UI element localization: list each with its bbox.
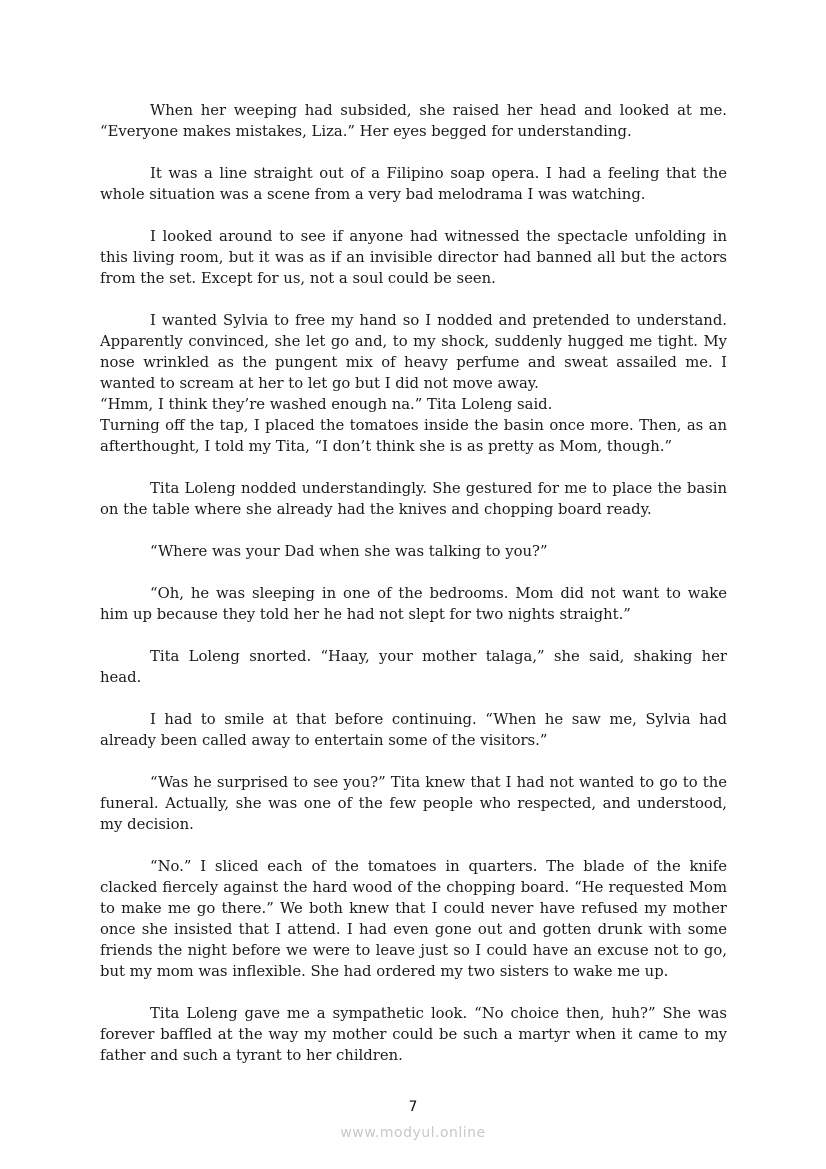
page-body	[100, 100, 727, 1087]
watermark: www.modyul.online	[340, 1125, 486, 1141]
page-number: 7	[408, 1099, 418, 1115]
paragraph: I had to smile at that before continuing. “When he saw me, Sylvia had already been called away to entertain some of the visitors.”	[100, 711, 727, 749]
paragraph: “Where was your Dad when she was talking to you?”	[150, 543, 548, 560]
paragraph: I wanted Sylvia to free my hand so I nodded and pretended to understand. Apparently convinced, she let go and, to my shock, suddenly hugged me tight. My nose wrinkled as the pungent mix of heavy perfume and sweat assailed me. I wanted to scream at her to let go but I did not move away.	[100, 312, 727, 392]
paragraph: “Oh, he was sleeping in one of the bedrooms. Mom did not want to wake him up because they told her he had not slept for two nights straight.”	[100, 585, 727, 623]
paragraph: Tita Loleng snorted. “Haay, your mother talaga,” she said, shaking her head.	[100, 648, 727, 686]
paragraph: Tita Loleng gave me a sympathetic look. “No choice then, huh?” She was forever baffled at the way my mother could be such a martyr when it came to my father and such a tyrant to her children.	[100, 1005, 727, 1064]
dialogue-line: “Hmm, I think they’re washed enough na.” Tita Loleng said.	[100, 396, 553, 413]
paragraph: Tita Loleng nodded understandingly. She gestured for me to place the basin on the table where she already had the knives and chopping board ready.	[100, 480, 727, 518]
paragraph: I looked around to see if anyone had witnessed the spectacle unfolding in this living room, but it was as if an invisible director had banned all but the actors from the set. Except for us, not a soul could be seen.	[100, 228, 727, 287]
paragraph: “Was he surprised to see you?” Tita knew that I had not wanted to go to the funeral. Actually, she was one of the few people who respected, and understood, my decision.	[100, 774, 727, 833]
paragraph: “No.” I sliced each of the tomatoes in quarters. The blade of the knife clacked fiercely against the hard wood of the chopping board. “He requested Mom to make me go there.” We both knew that I could never have refused my mother once she insisted that I attend. I had even gone out and gotten drunk with some friends the night before we were to leave just so I could have an excuse not to go, but my mom was inflexible. She had ordered my two sisters to wake me up.	[100, 858, 727, 980]
paragraph: Turning off the tap, I placed the tomatoes inside the basin once more. Then, as an afterthought, I told my Tita, “I don’t think she is as pretty as Mom, though.”	[100, 417, 727, 455]
paragraph: It was a line straight out of a Filipino soap opera. I had a feeling that the whole situation was a scene from a very bad melodrama I was watching.	[100, 165, 727, 203]
paragraph: When her weeping had subsided, she raised her head and looked at me. “Everyone makes mistakes, Liza.” Her eyes begged for understanding.	[100, 102, 727, 140]
